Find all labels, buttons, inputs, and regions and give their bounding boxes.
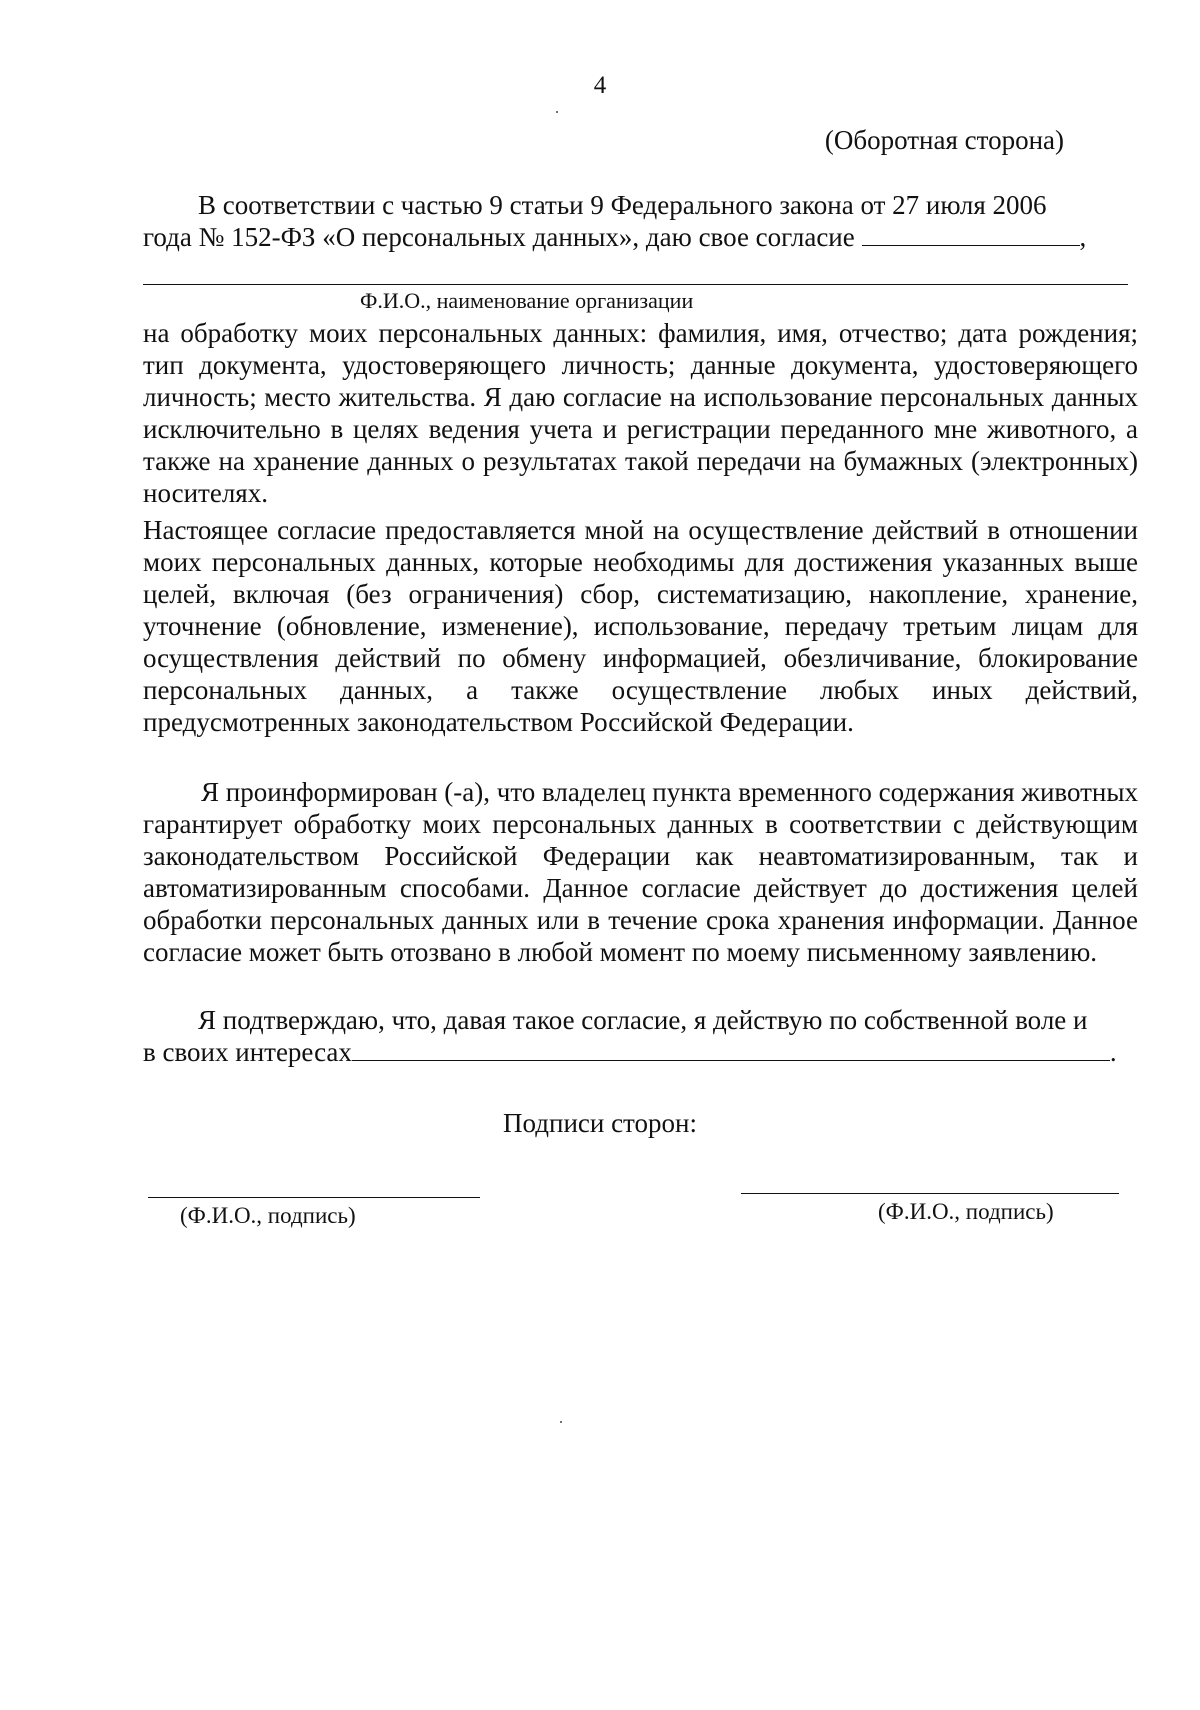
interests-blank [352,1038,1110,1061]
signatures-heading: Подписи сторон: [503,1108,697,1138]
name-field-caption: Ф.И.О., наименование организации [360,288,694,313]
scan-speck [560,1421,562,1423]
confirmation-line-2 [143,1037,1117,1068]
intro-line-2-comma: , [1079,222,1087,252]
right-signature-caption: (Ф.И.О., подпись) [878,1199,1054,1224]
confirmation-line-1: Я подтверждаю, что, давая такое согласие, я действую по собственной воле и [198,1005,1088,1035]
scan-speck [556,111,558,113]
intro-line-2 [143,222,1086,253]
name-blank-line [143,284,1128,285]
consent-party-blank [862,223,1080,246]
confirmation-line-2-text: в своих интересах [143,1037,352,1067]
right-signature-line [741,1193,1119,1194]
intro-line-1: В соответствии с частью 9 статьи 9 Федерального закона от 27 июля 2006 [198,190,1047,220]
intro-line-2-text: года № 152-ФЗ «О персональных данных», даю свое согласие [143,222,855,252]
left-signature-line [148,1197,480,1198]
left-signature-caption: (Ф.И.О., подпись) [180,1203,356,1228]
consent-paragraph-2: Настоящее согласие предоставляется мной на осуществление действий в отношении моих персональных данных, которые необходимы для достижения указанных выше целей, включая (без ограничения) сбор, систематизацию, накопление, хранение, уточнение (обновление, изменение), использование, передачу третьим лицам для осуществления действий по обмену информацией, обезличивание, блокирование персональных данных, а также осуществление любых иных действий, предусмотренных законодательством Российской Федерации. [143,515,1138,737]
consent-paragraph-3: Я проинформирован (-а), что владелец пункта временного содержания животных гарантирует обработку моих персональных данных в соответствии с действующим законодательством Российской Федерации как неавтоматизированным, так и автоматизированным способами. Данное согласие действует до достижения целей обработки персональных данных или в течение срока хранения информации. Данное согласие может быть отозвано в любой момент по моему письменному заявлению. [143,777,1138,967]
reverse-side-label: (Оборотная сторона) [824,125,1064,155]
consent-paragraph-1: на обработку моих персональных данных: фамилия, имя, отчество; дата рождения; тип документа, удостоверяющего личность; данные документа, удостоверяющего личность; место жительства. Я даю согласие на использование персональных данных исключительно в целях ведения учета и регистрации переданного мне животного, а также на хранение данных о результатах такой передачи на бумажных (электронных) носителях. [143,318,1138,508]
confirmation-period: . [1109,1037,1117,1067]
page-number: 4 [593,72,607,99]
